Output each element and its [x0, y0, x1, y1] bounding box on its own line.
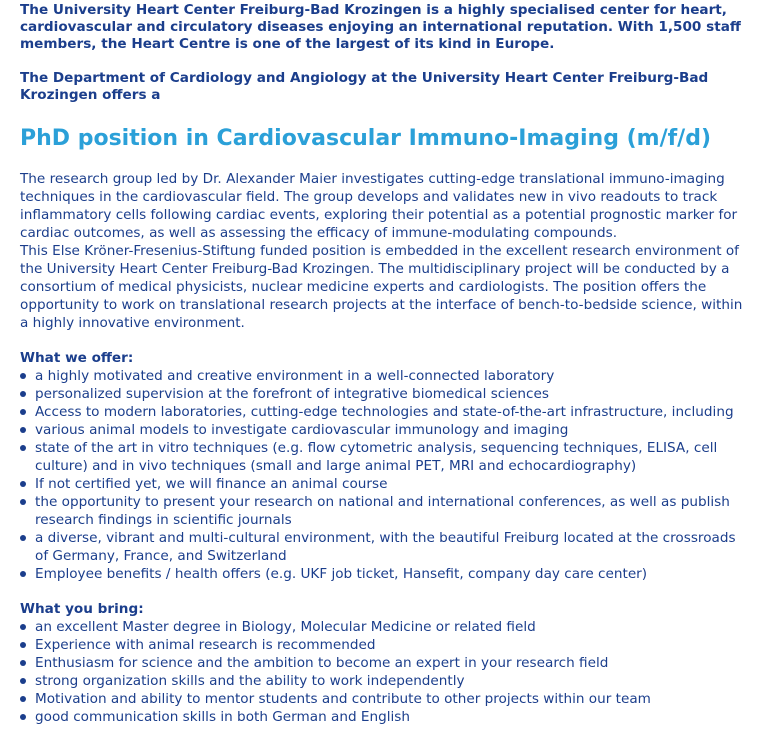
- description-paragraph-1: The research group led by Dr. Alexander Maier investigates cutting-edge translational immuno-imaging techniques in the cardiovascular field. The group develops and validates new in vivo readouts to track inflammatory cells following cardiac events, exploring their potential as a potential prognostic marker for cardiac outcomes, as well as assessing the efficacy of immune-modulating compounds.: [20, 171, 738, 241]
- bullet-icon: [20, 678, 26, 684]
- intro-paragraph-2: The Department of Cardiology and Angiology at the University Heart Center Freiburg-Bad Krozingen offers a: [20, 70, 709, 103]
- list-item: Access to modern laboratories, cutting-edge technologies and state-of-the-art infrastructure, including: [20, 403, 750, 421]
- list-item: good communication skills in both German and English: [20, 708, 750, 726]
- bullet-icon: [20, 624, 26, 630]
- list-item: If not certified yet, we will finance an animal course: [20, 475, 750, 493]
- bring-heading: What you bring:: [20, 601, 144, 617]
- offer-list: [20, 367, 750, 583]
- list-item: a highly motivated and creative environment in a well-connected laboratory: [20, 367, 750, 385]
- bullet-icon: [20, 427, 26, 433]
- bullet-icon: [20, 642, 26, 648]
- list-item: personalized supervision at the forefront of integrative biomedical sciences: [20, 385, 750, 403]
- list-item: state of the art in vitro techniques (e.g. flow cytometric analysis, sequencing techniques, ELISA, cell culture) and in vivo techniques (small and large animal PET, MRI and echocardiography): [20, 439, 750, 475]
- bullet-icon: [20, 409, 26, 415]
- position-description: [20, 170, 750, 332]
- position-title: PhD position in Cardiovascular Immuno-Imaging (m/f/d): [20, 126, 712, 151]
- bullet-icon: [20, 660, 26, 666]
- bring-list: [20, 618, 750, 726]
- bullet-icon: [20, 714, 26, 720]
- bullet-icon: [20, 481, 26, 487]
- list-item: an excellent Master degree in Biology, Molecular Medicine or related field: [20, 618, 750, 636]
- offer-heading: What we offer:: [20, 350, 134, 366]
- list-item: a diverse, vibrant and multi-cultural environment, with the beautiful Freiburg located at the crossroads of Germany, France, and Switzerland: [20, 529, 750, 565]
- bullet-icon: [20, 499, 26, 505]
- list-item: various animal models to investigate cardiovascular immunology and imaging: [20, 421, 750, 439]
- list-item: Motivation and ability to mentor students and contribute to other projects within our team: [20, 690, 750, 708]
- bullet-icon: [20, 391, 26, 397]
- job-posting: [20, 0, 750, 726]
- list-item: Experience with animal research is recommended: [20, 636, 750, 654]
- description-paragraph-2: This Else Kröner-Fresenius-Stiftung funded position is embedded in the excellent research environment of the University Heart Center Freiburg-Bad Krozingen. The multidisciplinary project will be conducted by a consortium of medical physicists, nuclear medicine experts and cardiologists. The position offers the opportunity to work on translational research projects at the interface of bench-to-bedside science, within a highly innovative environment.: [20, 243, 743, 331]
- list-item: strong organization skills and the ability to work independently: [20, 672, 750, 690]
- bullet-icon: [20, 571, 26, 577]
- list-item: the opportunity to present your research on national and international conferences, as well as publish research findings in scientific journals: [20, 493, 750, 529]
- bullet-icon: [20, 535, 26, 541]
- bullet-icon: [20, 696, 26, 702]
- bullet-icon: [20, 373, 26, 379]
- list-item: Employee benefits / health offers (e.g. UKF job ticket, Hansefit, company day care center): [20, 565, 750, 583]
- bullet-icon: [20, 445, 26, 451]
- list-item: Enthusiasm for science and the ambition to become an expert in your research field: [20, 654, 750, 672]
- intro-paragraph-1: The University Heart Center Freiburg-Bad Krozingen is a highly specialised center for heart, cardiovascular and circulatory diseases enjoying an international reputation. With 1,500 staff members, the Heart Centre is one of the largest of its kind in Europe.: [20, 2, 741, 52]
